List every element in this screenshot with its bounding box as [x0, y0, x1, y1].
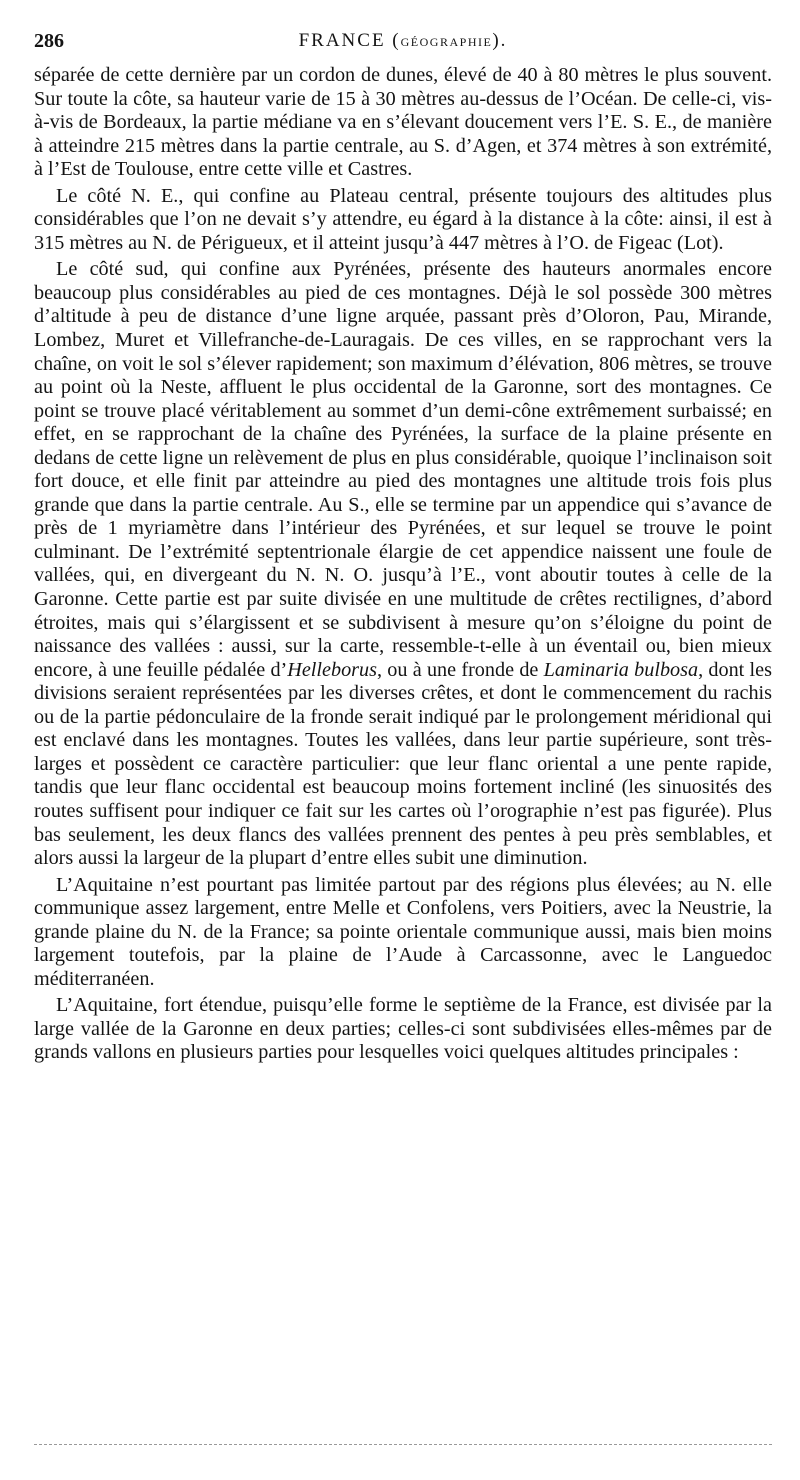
- paragraph-3-part-2: , ou à une fronde de: [376, 658, 544, 681]
- paragraph-4: L’Aquitaine n’est pourtant pas limitée partout par des régions plus élevées; au N. elle communique assez largement, entre Melle et Confolens, vers Poitiers, avec la Neustrie, la grande plaine du N. de la France; sa pointe orientale communique aussi, mais bien moins largement toutefois, par la plaine de l’Aude à Carcassonne, avec le Languedoc méditerranéen.: [34, 873, 772, 990]
- paragraph-3-part-3: , dont les divisions seraient représentées par les diverses crêtes, et dont le commencement du rachis ou de la partie pédonculaire de la fronde serait indiqué par le prolongement méridional qui est enclavé dans les montagnes. Toutes les vallées, dans leur partie supérieure, sont très-larges et possèdent ce caractère particulier: que leur flanc oriental a une pente rapide, tandis que leur flanc occidental est beaucoup moins fortement incliné (les sinuosités des routes suffisent pour indiquer ce fait sur les cartes où l’orographie n’est pas figurée). Plus bas seulement, les deux flancs des vallées prennent des pentes à peu près semblables, et alors aussi la largeur de la plupart d’entre elles subit une diminution.: [34, 658, 772, 870]
- page-header: [34, 30, 772, 60]
- italic-laminaria: Laminaria bulbosa: [543, 658, 699, 681]
- body-text: [34, 64, 772, 1065]
- paragraph-5: L’Aquitaine, fort étendue, puisqu’elle forme le septième de la France, est divisée par la large vallée de la Garonne en deux parties; celles-ci sont subdivisées elles-mêmes par de grands vallons en plusieurs parties pour lesquelles voici quelques altitudes principales :: [34, 994, 772, 1064]
- paragraph-2: Le côté N. E., qui confine au Plateau central, présente toujours des altitudes plus considérables que l’on ne devait s’y attendre, eu égard à la distance à la côte: ainsi, il est à 315 mètres au N. de Périgueux, et il atteint jusqu’à 447 mètres à l’O. de Figeac (Lot).: [34, 184, 772, 254]
- running-head-subtitle: GÉOGRAPHIE: [400, 35, 493, 49]
- italic-helleborus: Helleborus: [287, 658, 377, 681]
- running-head-main: FRANCE (: [298, 30, 401, 51]
- paragraph-1: séparée de cette dernière par un cordon de dunes, élevé de 40 à 80 mètres le plus souvent. Sur toute la côte, sa hauteur varie de 15 à 30 mètres au-dessus de l’Océan. De celle-ci, vis-à-vis de Bordeaux, la partie médiane va en s’élevant doucement vers l’E. S. E., de manière à atteindre 215 mètres dans la partie centrale, au S. d’Agen, et 374 mètres à son extrémité, à l’Est de Toulouse, entre cette ville et Castres.: [34, 64, 772, 181]
- paragraph-3: [34, 258, 772, 870]
- footer-dashed-rule: [34, 1444, 772, 1445]
- paragraph-3-part-1: Le côté sud, qui confine aux Pyrénées, présente des hauteurs anormales encore beaucoup plus considérables au pied de ces montagnes. Déjà le sol possède 300 mètres d’altitude à peu de distance d’une ligne arquée, passant près d’Oloron, Pau, Mirande, Lombez, Muret et Villefranche-de-Lauragais. De ces villes, en se rapprochant vers la chaîne, on voit le sol s’élever rapidement; son maximum d’élévation, 806 mètres, se trouve au point où la Neste, affluent le plus occidental de la Garonne, sort des montagnes. Ce point se trouve placé véritablement au sommet d’un demi-cône extrêmement surbaissé; en effet, en se rapprochant de la chaîne des Pyrénées, la surface de la plaine présente en dedans de cette ligne un relèvement de plus en plus considérable, quoique l’inclinaison soit fort douce, et elle finit par atteindre au pied des montagnes une altitude trois fois plus grande que dans la partie centrale. Au S., elle se termine par un appendice qui s’avance de près de 1 myriamètre dans l’intérieur des Pyrénées, et sur lequel se trouve le point culminant. De l’extrémité septentrionale élargie de cet appendice naissent une foule de vallées, qui, en divergeant du N. N. O. jusqu’à l’E., vont aboutir toutes à celle de la Garonne. Cette partie est par suite divisée en une multitude de crêtes rectilignes, d’abord étroites, mais qui s’élargissent et se subdivisent à mesure qu’on s’éloigne du point de naissance des vallées : aussi, sur la carte, ressemble-t-elle à un éventail ou, bien mieux encore, à une feuille pédalée d’: [34, 258, 772, 681]
- running-head: [34, 30, 772, 52]
- running-head-end: ).: [492, 30, 508, 51]
- page-number: 286: [34, 30, 64, 52]
